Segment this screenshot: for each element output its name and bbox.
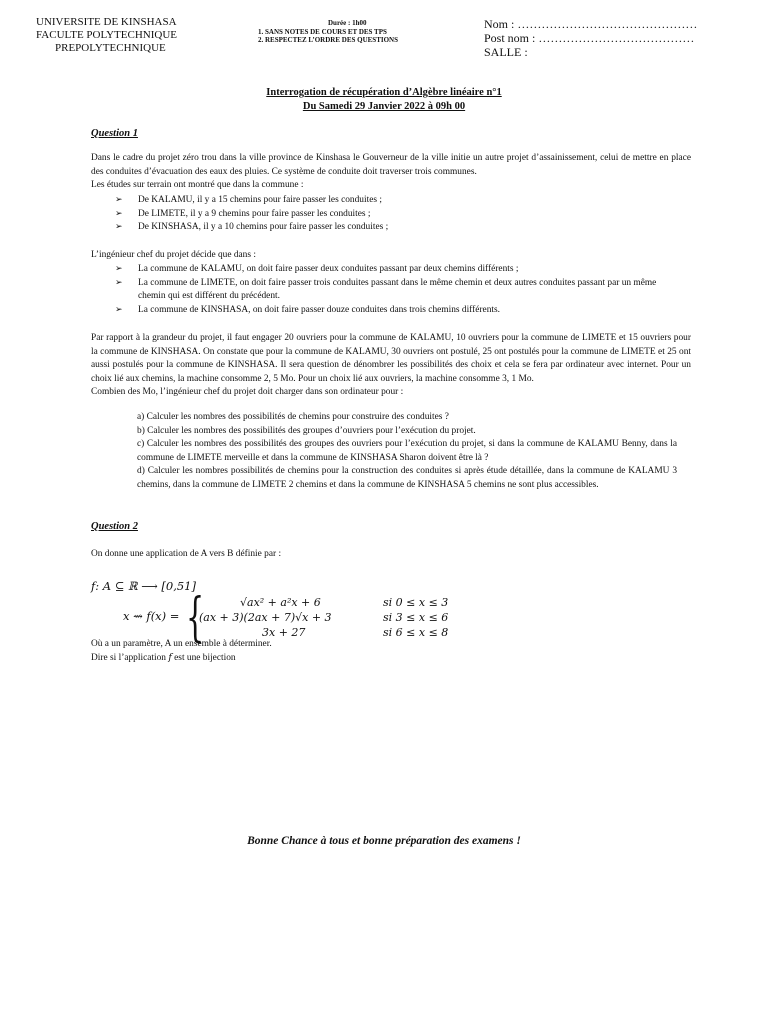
q2-note [91,638,691,665]
q1-studies-text: Les études sur terrain ont montré que dans la commune : [91,180,304,190]
salle-field: SALLE : [484,45,528,59]
exam-rules [258,19,398,45]
function-mapping: 𝑓: 𝐴 ⊆ ℝ ⟶ [0,51] [91,579,196,593]
list-item: ➢ La commune de LIMETE, on doit faire passer trois conduites passant dans le même chemin et deux autres conduites passant par un même chemin qui est différent du précédent. [115,277,675,304]
case-3-condition: si 6 ≤ x ≤ 8 [383,626,449,639]
q2-question-text: Dire si l’application 𝑓 est une bijection [91,652,236,663]
decisions-list [115,263,675,317]
subquestion-d: d) Calculer les nombres possibilités de chemins pour la construction des conduites si après étude détaillée, dans la commune de KALAMU 3 chemins, dans la commune de LIMETE 2 chemins et dans la commune de KINSHASA 5 chemins ne sont plus accessibles. [137,466,677,490]
university-name: UNIVERSITE DE KINSHASA [36,16,177,28]
q2-note-text: Où a un paramètre, A un ensemble à déterminer. [91,639,272,649]
question-1-heading: Question 1 [91,128,138,139]
question-2-heading: Question 2 [91,521,138,532]
closing-message: Bonne Chance à tous et bonne préparation des examens ! [247,835,521,847]
case-2-condition: si 3 ≤ x ≤ 6 [383,611,449,624]
case-3-expression: 3x + 27 [262,626,306,639]
title-line-1: Interrogation de récupération d’Algèbre linéaire n°1 [266,87,502,98]
nom-field: Nom : ……………………………………… [484,17,698,31]
list-item: ➢ De LIMETE, il y a 9 chemins pour faire passer les conduites ; [115,208,675,222]
q1-workers [91,332,691,400]
subquestion-a: a) Calculer les nombres des possibilités de chemins pour construire des conduites ? [137,412,449,422]
rule-1: 1. SANS NOTES DE COURS ET DES TPS [258,27,387,36]
exam-title [0,86,768,114]
list-item: ➢ De KALAMU, il y a 15 chemins pour faire passer les conduites ; [115,194,675,208]
postnom-field: Post nom : ………………………………… [484,31,695,45]
q1-engineer: L’ingénieur chef du projet décide que dans : [91,250,256,260]
list-item: ➢ De KINSHASA, il y a 10 chemins pour faire passer les conduites ; [115,221,675,235]
student-info [484,17,697,59]
paths-list [115,194,675,235]
q1-ask-text: Combien des Mo, l’ingénieur chef du projet doit charger dans son ordinateur pour : [91,387,404,397]
duration: Durée : 1h00 [328,19,367,27]
case-2-expression: (ax + 3)(2ax + 7)√x + 3 [199,611,332,624]
rule-2: 2. RESPECTEZ L’ORDRE DES QUESTIONS [258,36,398,44]
function-definition: 𝑥 ⇝ 𝑓(𝑥) = [123,609,180,623]
q1-workers-text: Par rapport à la grandeur du projet, il faut engager 20 ouvriers pour la commune de KALAMU, 10 ouvriers pour la commune de LIMETE et 15 ouvriers pour la commune de KINSHASA. On constate que pour la commune de KALAMU, 30 ouvriers ont postulé, 25 ont postulés pour la commune de LIMETE et 25 ont aussi postulés pour la commune de KINSHASA. Il sera question de dénombrer les possibilités des choix et cela se fera par ordinateur avec internet. Pour un choix lié aux chemins, la machine consomme 2, 5 Mo. Pour un choix lié aux ouvriers, la machine consomme 3, 1 Mo. [91,333,691,384]
level-name: PREPOLYTECHNIQUE [55,42,166,54]
subquestion-b: b) Calculer les nombres des possibilités des groupes d’ouvriers pour l’exécution du projet. [137,425,476,436]
q2-intro: On donne une application de A vers B définie par : [91,549,282,559]
q1-intro [91,152,691,193]
list-item: ➢ La commune de KINSHASA, on doit faire passer douze conduites dans trois chemins différents. [115,304,675,318]
title-line-2: Du Samedi 29 Janvier 2022 à 09h 00 [302,101,466,112]
faculty-name: FACULTE POLYTECHNIQUE [36,29,177,41]
institution-header [36,16,177,55]
q1-subquestions [137,411,677,492]
subquestion-c: c) Calculer les nombres des possibilités des groupes des ouvriers pour l’exécution du projet, si dans la commune de KALAMU Benny, dans la commune de LIMETE merveille et dans la commune de KINSHASA Sharon doivent être là ? [137,439,677,463]
list-item: ➢ La commune de KALAMU, on doit faire passer deux conduites passant par deux chemins différents ; [115,263,675,277]
left-brace-icon: { [186,588,205,648]
case-1-expression: √ax² + a²x + 6 [240,596,321,609]
case-1-condition: si 0 ≤ x ≤ 3 [383,596,449,609]
q1-intro-text: Dans le cadre du projet zéro trou dans la ville province de Kinshasa le Gouverneur de la ville initie un autre projet d’assainissement, celui de mettre en place des conduites d’évacuation des eaux des pluies. Ce système de conduite doit traverser trois communes. [91,153,691,177]
